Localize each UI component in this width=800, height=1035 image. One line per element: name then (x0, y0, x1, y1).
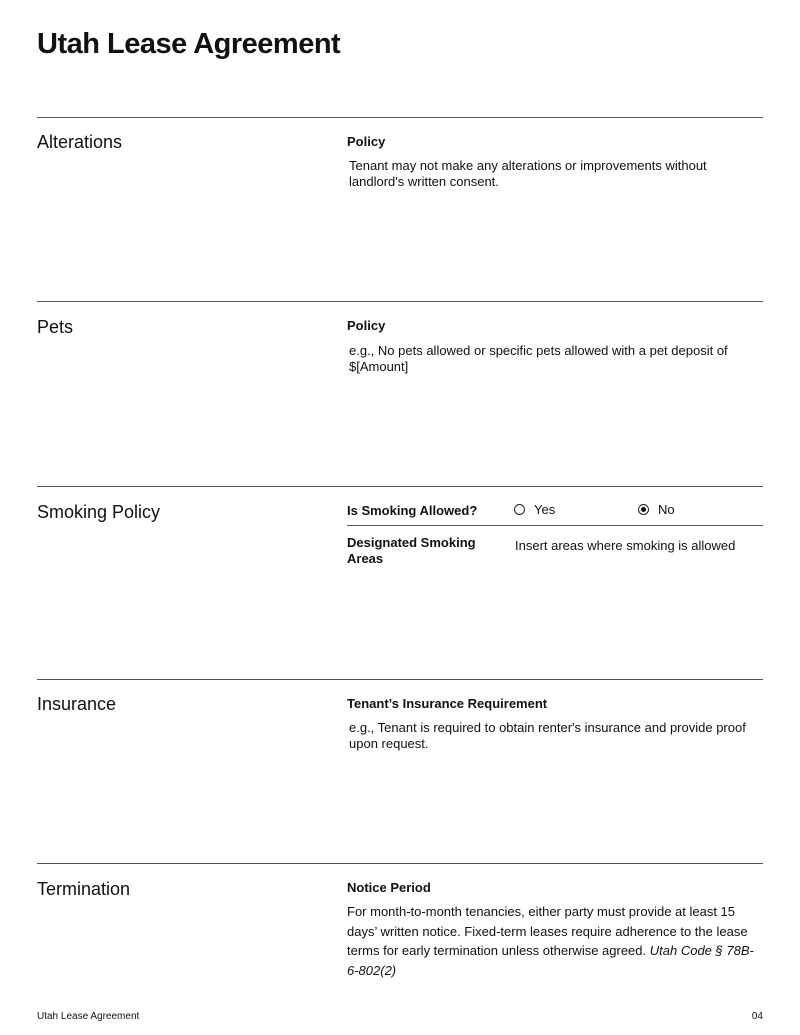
alterations-policy-label: Policy (347, 134, 386, 149)
footer-document-name: Utah Lease Agreement (37, 1011, 140, 1022)
section-title-smoking: Smoking Policy (37, 502, 161, 522)
smoking-row-divider (347, 525, 763, 526)
section-title-alterations: Alterations (37, 132, 123, 152)
section-divider (37, 117, 763, 118)
notice-period-text (347, 902, 757, 980)
smoking-option-yes[interactable] (514, 502, 555, 517)
smoking-option-yes-label: Yes (534, 502, 556, 517)
pets-policy-text[interactable]: e.g., No pets allowed or specific pets allowed with a pet deposit of $[Amount] (349, 343, 728, 374)
section-divider (37, 679, 763, 680)
radio-unchecked-icon[interactable] (514, 504, 525, 515)
designated-areas-text[interactable]: Insert areas where smoking is allowed (515, 538, 736, 553)
legal-citation: Utah Code § 78B-6-802(2) (347, 943, 754, 978)
section-title-termination: Termination (37, 879, 131, 899)
notice-period-body: For month-to-month tenancies, either party must provide at least 15 days’ written notice. Fixed-term leases require adherence to the lease terms for early termination unless otherwise agreed. (347, 904, 748, 958)
smoking-option-no[interactable] (638, 502, 675, 517)
smoking-allowed-question: Is Smoking Allowed? (347, 503, 478, 518)
insurance-requirement-text[interactable]: e.g., Tenant is required to obtain renter's insurance and provide proof upon request. (349, 720, 746, 751)
section-title-insurance: Insurance (37, 694, 117, 714)
section-divider (37, 301, 763, 302)
section-title-pets: Pets (37, 317, 74, 337)
radio-checked-icon[interactable] (638, 504, 649, 515)
notice-period-label: Notice Period (347, 880, 431, 895)
page-title: Utah Lease Agreement (37, 28, 341, 60)
smoking-option-no-label: No (658, 502, 675, 517)
pets-policy-label: Policy (347, 318, 386, 333)
section-divider (37, 863, 763, 864)
insurance-requirement-label: Tenant’s Insurance Requirement (347, 696, 548, 711)
alterations-policy-text[interactable]: Tenant may not make any alterations or improvements without landlord's written consent. (349, 158, 707, 189)
footer-page-number: 04 (751, 1011, 763, 1022)
section-divider (37, 486, 763, 487)
designated-areas-label: Designated Smoking Areas (347, 535, 476, 566)
